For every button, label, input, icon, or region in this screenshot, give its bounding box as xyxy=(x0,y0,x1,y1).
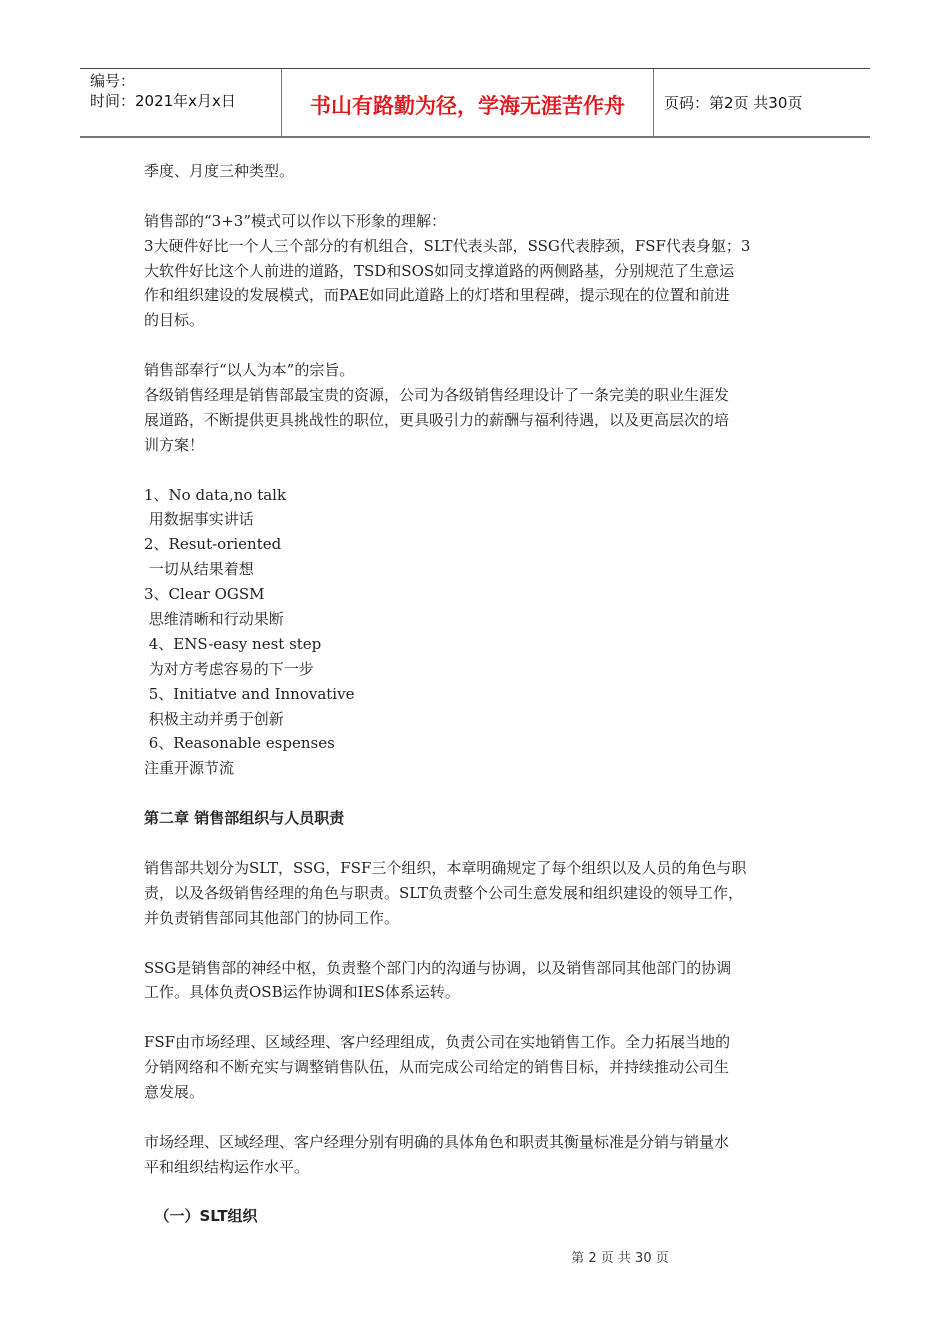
blank-line xyxy=(144,831,834,856)
text-line: 一切从结果着想 xyxy=(144,560,254,579)
text-line: 各级销售经理是销售部最宝贵的资源，公司为各级销售经理设计了一条完美的职业生涯发 xyxy=(144,386,730,405)
text-line: 思维清晰和行动果断 xyxy=(144,610,284,629)
text-line: 6、Reasonable espenses xyxy=(144,734,335,753)
text-line: 3、Clear OGSM xyxy=(144,585,265,604)
text-line: 责，以及各级销售经理的角色与职责。SLT负责整个公司生意发展和组织建设的领导工作， xyxy=(144,883,744,902)
text-line: 5、Initiatve and Innovative xyxy=(144,684,355,703)
text-line: FSF由市场经理、区域经理、客户经理组成，负责公司在实地销售工作。全力拓展当地的 xyxy=(144,1033,731,1052)
text-line: 1、No data,no talk xyxy=(144,485,287,504)
text-line: 注重开源节流 xyxy=(144,759,235,778)
header-meta xyxy=(80,69,281,136)
page-footer: 第 2 页 共 30 页 xyxy=(571,1251,669,1266)
blank-line xyxy=(144,1180,834,1205)
blank-line xyxy=(144,458,834,483)
document-header xyxy=(80,68,870,138)
header-page-info: 页码：第2页 共30页 xyxy=(664,94,803,112)
text-line: 的目标。 xyxy=(144,311,205,330)
text-line: 2、Resut-oriented xyxy=(144,535,282,554)
text-line: SSG是销售部的神经中枢，负责整个部门内的沟通与协调，以及销售部同其他部门的协调 xyxy=(144,958,732,977)
text-line: 3大硬件好比一个人三个部分的有机组合，SLT代表头部，SSG代表脖颈，FSF代表身躯；3 xyxy=(144,236,751,255)
section-heading: 第二章 销售部组织与人员职责 xyxy=(144,809,345,828)
text-line: 销售部的“3+3”模式可以作以下形象的理解： xyxy=(144,211,446,230)
number-label: 编号： xyxy=(90,72,136,90)
text-line: 分销网络和不断充实与调整销售队伍，从而完成公司给定的销售目标，并持续推动公司生 xyxy=(144,1058,730,1077)
blank-line xyxy=(144,184,834,209)
text-line: 季度、月度三种类型。 xyxy=(144,162,295,180)
header-motto: 书山有路勤为径，学海无涯苦作舟 xyxy=(281,69,654,136)
text-line: 4、ENS-easy nest step xyxy=(144,634,322,653)
text-line: 工作。具体负责OSB运作协调和IES体系运转。 xyxy=(144,983,460,1002)
text-line: 销售部共划分为SLT，SSG，FSF三个组织，本章明确规定了每个组织以及人员的角色与职 xyxy=(144,858,747,877)
text-line: 用数据事实讲话 xyxy=(144,510,254,529)
blank-line xyxy=(144,1105,834,1130)
text-line: 展道路，不断提供更具挑战性的职位，更具吸引力的薪酬与福利待遇，以及更高层次的培 xyxy=(144,410,730,429)
section-heading: （一）SLT组织 xyxy=(144,1207,258,1226)
text-line: 意发展。 xyxy=(144,1082,205,1101)
text-line: 销售部奉行“以人为本”的宗旨。 xyxy=(144,361,355,380)
document-body xyxy=(144,159,834,1229)
text-line: 作和组织建设的发展模式，而PAE如同此道路上的灯塔和里程碑，提示现在的位置和前进 xyxy=(144,286,730,305)
blank-line xyxy=(144,1005,834,1030)
text-line: 训方案！ xyxy=(144,435,205,454)
text-line: 市场经理、区域经理、客户经理分别有明确的具体角色和职责其衡量标准是分销与销量水 xyxy=(144,1132,730,1151)
blank-line xyxy=(144,333,834,358)
text-line: 并负责销售部同其他部门的协同工作。 xyxy=(144,908,400,927)
text-line: 为对方考虑容易的下一步 xyxy=(144,659,314,678)
text-line: 大软件好比这个人前进的道路，TSD和SOS如同支撑道路的两侧路基，分别规范了生意运 xyxy=(144,261,735,280)
blank-line xyxy=(144,931,834,956)
blank-line xyxy=(144,781,834,806)
text-line: 平和组织结构运作水平。 xyxy=(144,1157,310,1176)
time-label: 时间：2021年x月x日 xyxy=(90,92,236,110)
text-line: 积极主动并勇于创新 xyxy=(144,709,284,728)
